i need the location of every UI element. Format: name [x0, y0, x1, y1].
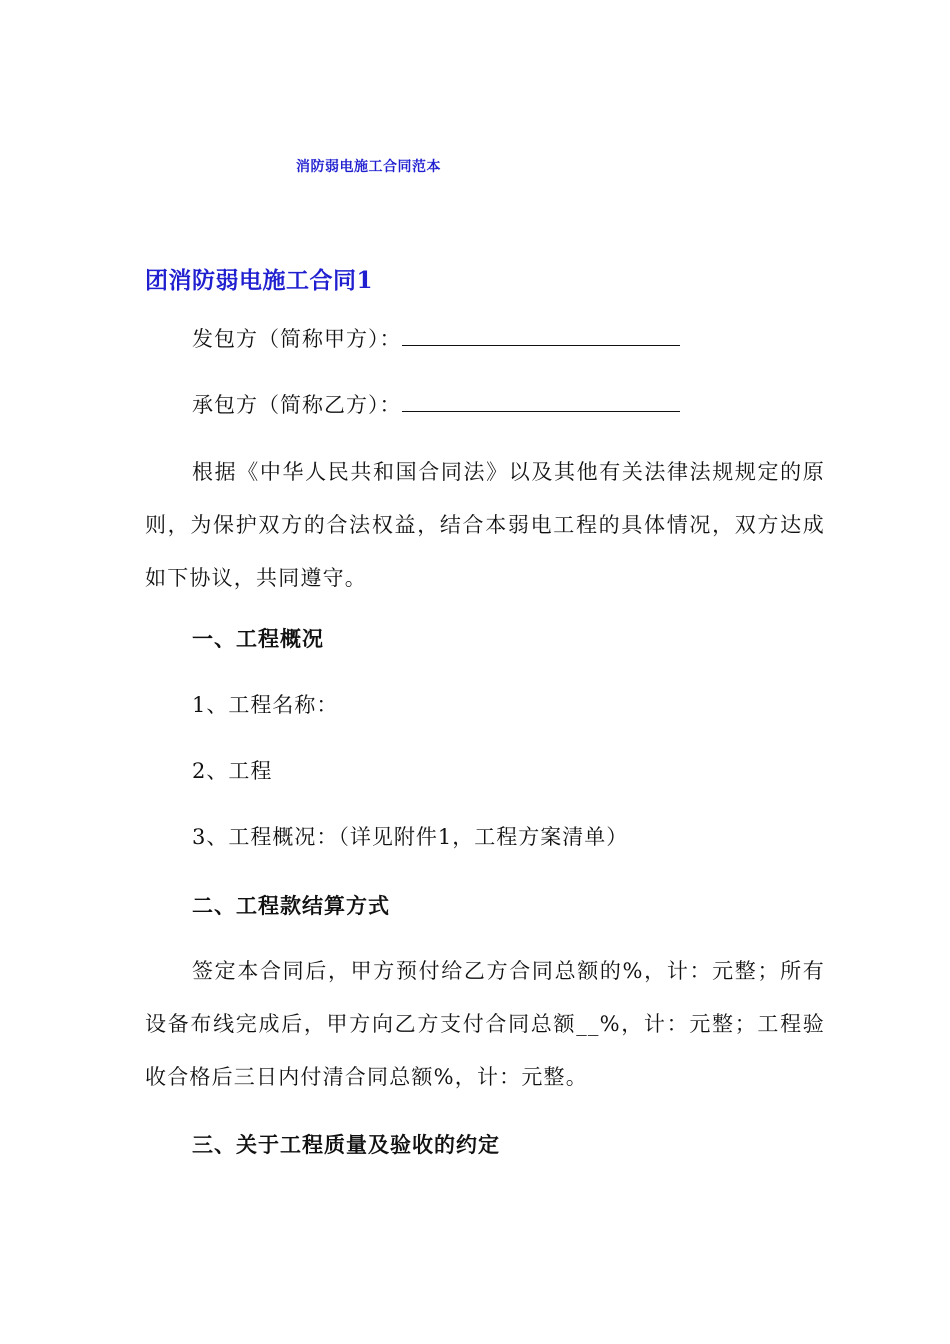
section1-heading: 一、工程概况	[192, 627, 324, 651]
section3-heading: 三、关于工程质量及验收的约定	[192, 1133, 500, 1157]
party-a-line	[192, 324, 680, 354]
intro-paragraph: 根据《中华人民共和国合同法》以及其他有关法律法规规定的原则，为保护双方的合法权益，结合本弱电工程的具体情况，双方达成如下协议，共同遵守。	[145, 460, 825, 590]
party-a-label: 发包方（简称甲方）：	[192, 327, 402, 351]
page-header: 消防弱电施工合同范本	[296, 159, 441, 175]
item-project-name: 1、工程名称：	[192, 693, 339, 717]
section2-heading: 二、工程款结算方式	[192, 894, 390, 918]
party-a-blank	[402, 325, 680, 346]
party-b-blank	[402, 391, 680, 412]
document-title: 团消防弱电施工合同1	[145, 267, 374, 294]
party-b-line	[192, 390, 680, 420]
payment-paragraph: 签定本合同后，甲方预付给乙方合同总额的%，计：元整；所有设备布线完成后，甲方向乙方支付合同总额__%，计：元整；工程验收合格后三日内付清合同总额%，计：元整。	[145, 959, 825, 1089]
item-project-overview: 3、工程概况：（详见附件1，工程方案清单）	[192, 825, 629, 849]
party-b-label: 承包方（简称乙方）：	[192, 393, 402, 417]
item-project: 2、工程	[192, 759, 273, 783]
